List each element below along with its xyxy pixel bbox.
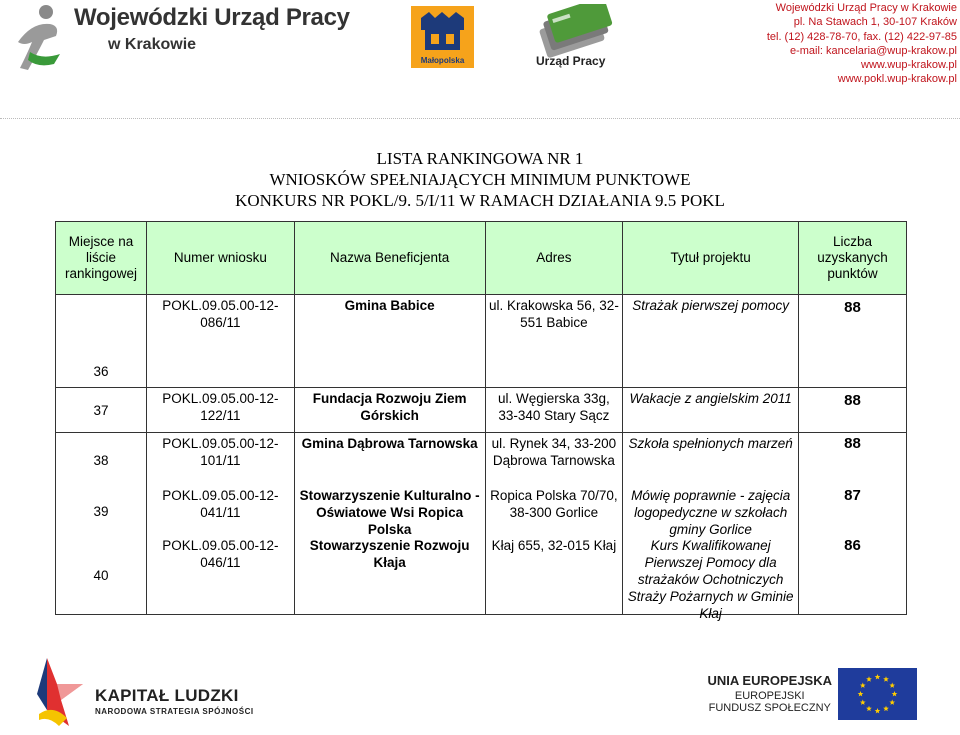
beneficiary-cell: Gmina Babice (294, 295, 485, 388)
malopolska-crest-icon (417, 10, 468, 54)
beneficiary-cell: Gmina Dąbrowa Tarnowska (301, 436, 478, 451)
kl-title: KAPITAŁ LUDZKI (95, 686, 239, 705)
address-cell: ul. Węgierska 33g, 33-340 Stary Sącz (485, 388, 623, 433)
contact-website[interactable]: www.wup-krakow.pl (861, 59, 957, 72)
project-cell: Kurs Kwalifikowanej Pierwszej Pomocy dla strażaków Ochotniczych Straży Pożarnych w Gminie Kłaj (627, 538, 794, 621)
page-header (0, 0, 960, 100)
number-cell: POKL.09.05.00-12-122/11 (146, 388, 294, 433)
project-cell-group (623, 433, 799, 621)
contact-email[interactable]: e-mail: kancelaria@wup-krakow.pl (789, 44, 957, 57)
table-row (56, 295, 907, 388)
header-project: Tytuł projektu (623, 222, 799, 295)
rank-cell: 37 (56, 388, 147, 433)
contact-address: pl. Na Stawach 1, 30-107 Kraków (793, 16, 957, 29)
beneficiary-cell-group (294, 433, 485, 615)
eu-star-icon (860, 683, 866, 688)
project-cell: Mówię poprawnie - zajęcia logopedyczne w szkołach gminy Gorlice (631, 488, 791, 537)
points-cell: 87 (844, 487, 861, 504)
eu-line3: FUNDUSZ SPOŁECZNY (708, 702, 831, 714)
project-cell: Szkoła spełnionych marzeń (628, 436, 793, 451)
header-points: Liczba uzyskanych punktów (799, 222, 907, 295)
points-cell: 88 (844, 435, 861, 452)
beneficiary-cell: Stowarzyszenie Kulturalno - Oświatowe Wsi Ropica Polska (299, 488, 480, 537)
org-name-line1: Wojewódzki Urząd Pracy (74, 4, 350, 31)
eu-stars-icon (838, 668, 917, 720)
project-cell: Wakacje z angielskim 2011 (623, 388, 799, 433)
eu-star-icon (858, 691, 864, 696)
number-cell: POKL.09.05.00-12-101/11 (162, 436, 279, 468)
points-cell: 88 (799, 388, 907, 433)
beneficiary-cell: Stowarzyszenie Rozwoju Kłaja (309, 538, 470, 570)
project-cell: Strażak pierwszej pomocy (623, 295, 799, 388)
eu-line2: EUROPEJSKI (734, 690, 805, 702)
eu-star-icon (892, 691, 898, 696)
rank-cell: 40 (93, 567, 109, 583)
header-address: Adres (485, 222, 623, 295)
eu-star-icon (889, 700, 895, 705)
eu-star-icon (860, 700, 866, 705)
number-cell: POKL.09.05.00-12-086/11 (146, 295, 294, 388)
eu-text-block (708, 673, 832, 714)
kapital-ludzki-logo (33, 654, 91, 729)
address-cell: Kłaj 655, 32-015 Kłaj (491, 538, 617, 553)
title-line1: LISTA RANKINGOWA NR 1 (376, 149, 584, 168)
document-title (0, 148, 960, 211)
address-cell: Ropica Polska 70/70, 38-300 Gorlice (490, 488, 618, 520)
table-row-group (56, 433, 907, 615)
eu-star-icon (875, 708, 881, 713)
rank-cell: 36 (56, 295, 147, 388)
table-row (56, 388, 907, 433)
eu-line1: UNIA EUROPEJSKA (707, 673, 832, 688)
wup-figure-logo (8, 2, 70, 74)
title-line2: WNIOSKÓW SPEŁNIAJĄCYCH MINIMUM PUNKTOWE (269, 170, 691, 189)
address-cell: ul. Rynek 34, 33-200 Dąbrowa Tarnowska (491, 436, 617, 468)
number-cell-group (146, 433, 294, 615)
points-cell: 88 (799, 295, 907, 388)
header-rank: Miejsce na liście rankingowej (56, 222, 147, 295)
contact-website-pokl[interactable]: www.pokl.wup-krakow.pl (837, 73, 957, 86)
eu-star-icon (875, 674, 881, 679)
contact-block (767, 1, 957, 87)
rank-cell: 38 (93, 452, 109, 468)
header-divider (0, 118, 960, 119)
rank-cell-group (56, 433, 147, 615)
contact-org: Wojewódzki Urząd Pracy w Krakowie (775, 2, 957, 14)
points-cell-group (799, 433, 907, 615)
org-name-line2: w Krakowie (108, 36, 197, 53)
address-cell-group (485, 433, 623, 615)
urzad-pracy-label: Urząd Pracy (536, 54, 606, 68)
header-beneficiary: Nazwa Beneficjenta (294, 222, 485, 295)
kl-subtitle: NARODOWA STRATEGIA SPÓJNOŚCI (95, 707, 254, 716)
contact-phone: tel. (12) 428-78-70, fax. (12) 422-97-85 (766, 30, 957, 43)
eu-star-icon (889, 683, 895, 688)
eu-star-icon (866, 706, 872, 711)
points-cell: 86 (844, 537, 861, 554)
malopolska-label: Małopolska (420, 56, 465, 65)
number-cell: POKL.09.05.00-12-041/11 (162, 488, 279, 520)
title-line3: KONKURS NR POKL/9. 5/I/11 W RAMACH DZIAŁANIA 9.5 POKL (235, 191, 725, 210)
number-cell: POKL.09.05.00-12-046/11 (162, 538, 279, 570)
beneficiary-cell: Fundacja Rozwoju Ziem Górskich (294, 388, 485, 433)
header-number: Numer wniosku (146, 222, 294, 295)
table-header-row (56, 222, 907, 295)
eu-flag-icon (838, 668, 917, 720)
rank-cell: 39 (93, 503, 109, 519)
eu-star-icon (883, 676, 889, 681)
address-cell: ul. Krakowska 56, 32-551 Babice (485, 295, 623, 388)
eu-star-icon (866, 676, 872, 681)
malopolska-logo (411, 6, 474, 68)
eu-star-icon (883, 706, 889, 711)
ranking-table (55, 221, 907, 621)
